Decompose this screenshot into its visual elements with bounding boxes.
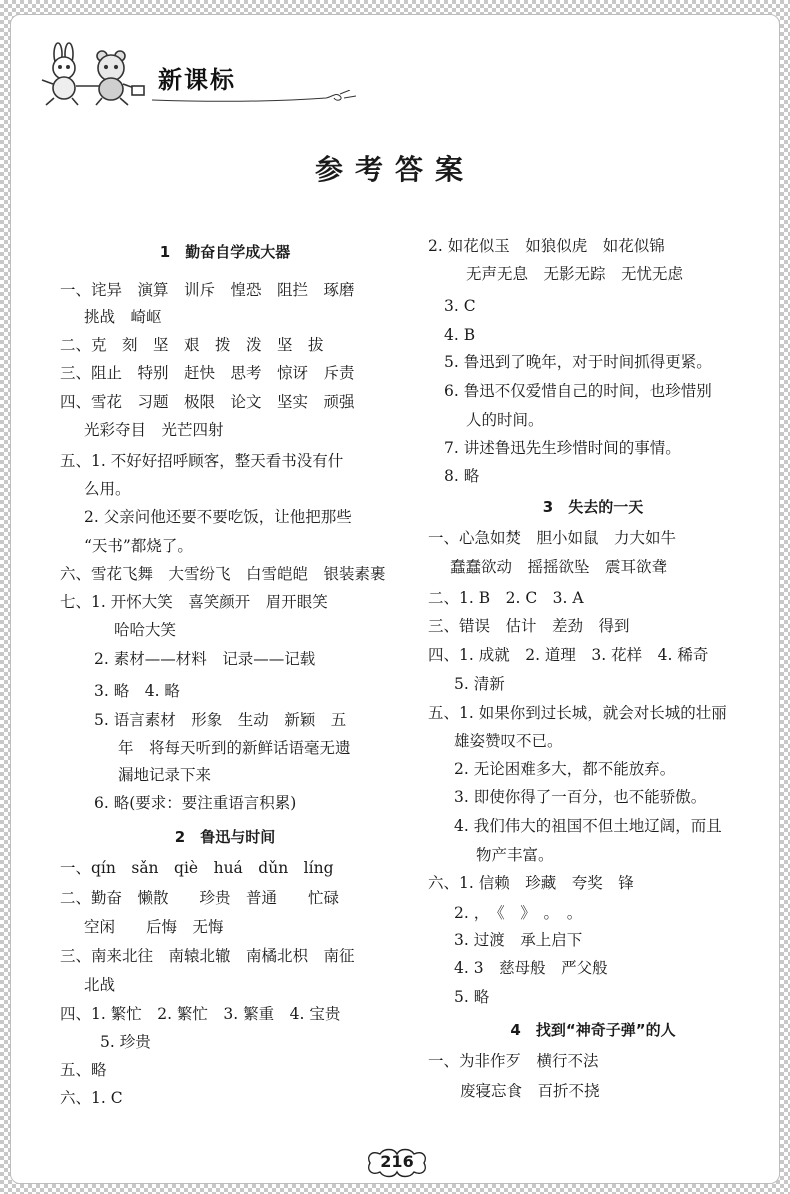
answer-line: 二、1. B 2. C 3. A [428,589,584,607]
answer-line: 3. 即使你得了一百分，也不能骄傲。 [454,788,707,806]
answer-line: 三、南来北往 南辕北辙 南橘北枳 南征 [60,947,355,965]
answer-line: 五、1. 不好好招呼顾客，整天看书没有什 [60,452,344,470]
swirl-decoration-icon [150,90,360,104]
answer-line: 3. 略 4. 略 [94,682,180,700]
page-title: 参考答案 [314,153,475,186]
answer-line: 5. 略 [454,988,490,1006]
answer-line: 年 将每天听到的新鲜话语毫无遗 [118,739,351,757]
answer-line: 4. B [444,326,476,344]
section-heading: 3 失去的一天 [542,498,644,516]
answer-line: 2. 无论困难多大，都不能放弃。 [454,760,676,778]
answer-line: 物产丰富。 [476,846,554,864]
answer-line: 三、错误 估计 差劲 得到 [428,617,630,635]
answer-line: 无声无息 无影无踪 无忧无虑 [466,265,684,283]
answer-line: 挑战 崎岖 [84,308,162,326]
answer-line: 六、雪花飞舞 大雪纷飞 白雪皑皑 银装素裹 [60,565,386,583]
answer-line: 空闲 后悔 无悔 [84,918,224,936]
answer-line: 蠢蠢欲动 摇摇欲坠 震耳欲聋 [450,558,668,576]
answer-line: 五、1. 如果你到过长城，就会对长城的壮丽 [428,704,727,722]
answer-line: 3. 过渡 承上启下 [454,931,583,949]
answer-line: 4. 3 慈母般 严父般 [454,959,608,977]
answer-line: 一、为非作歹 横行不法 [428,1052,599,1070]
answer-line: 6. 鲁迅不仅爱惜自己的时间，也珍惜别 [444,382,712,400]
answer-line: 一、心急如焚 胆小如鼠 力大如牛 [428,529,677,547]
answer-line: 四、1. 繁忙 2. 繁忙 3. 繁重 4. 宝贵 [60,1005,341,1023]
bunny-bear-mascot-icon [36,42,148,108]
answer-line: 5. 珍贵 [100,1033,151,1051]
answer-line: 2. ， 《 》 。 。 [454,904,583,922]
answer-line: 四、雪花 习题 极限 论文 坚实 顽强 [60,393,355,411]
answer-line: 8. 略 [444,467,480,485]
section-heading: 1 勤奋自学成大器 [159,243,291,261]
answer-line: 3. C [444,297,476,315]
answer-line: 五、略 [60,1061,107,1079]
answer-line: 一、qín sǎn qiè huá dǔn líng [60,859,334,877]
answer-line: 废寝忘食 百折不挠 [460,1082,600,1100]
answer-line: 三、阻止 特别 赶快 思考 惊讶 斥责 [60,364,355,382]
answer-line: 北战 [84,976,116,994]
section-heading: 4 找到“神奇子弹”的人 [510,1021,676,1039]
answer-line: 二、克 刻 坚 艰 拨 泼 坚 拔 [60,336,324,354]
answer-line: 2. 如花似玉 如狼似虎 如花似锦 [428,237,665,255]
answer-line: 4. 我们伟大的祖国不但土地辽阔，而且 [454,817,722,835]
answer-line: 5. 鲁迅到了晚年，对于时间抓得更紧。 [444,353,712,371]
answer-line: 6. 略(要求：要注重语言积累) [94,794,297,812]
answer-line: 一、诧异 演算 训斥 惶恐 阻拦 琢磨 [60,281,355,299]
answer-line: 雄姿赞叹不已。 [454,732,563,750]
answer-line: 七、1. 开怀大笑 喜笑颜开 眉开眼笑 [60,593,328,611]
answer-line: 二、勤奋 懒散 珍贵 普通 忙碌 [60,889,340,907]
answer-line: 人的时间。 [466,411,544,429]
answer-line: 哈哈大笑 [114,621,177,639]
answer-line: 5. 清新 [454,675,505,693]
page-number: 216 [380,1152,414,1171]
answer-line: 么用。 [84,480,131,498]
answer-line: 六、1. 信赖 珍藏 夸奖 锋 [428,874,634,892]
answer-line: 5. 语言素材 形象 生动 新颖 五 [94,711,347,729]
answer-line: 六、1. C [60,1089,123,1107]
answer-line: 光彩夺目 光芒四射 [84,421,224,439]
section-heading: 2 鲁迅与时间 [174,828,276,846]
answer-line: 四、1. 成就 2. 道理 3. 花样 4. 稀奇 [428,646,709,664]
answer-line: “天书”都烧了。 [84,537,193,555]
answer-line: 2. 父亲问他还要不要吃饭，让他把那些 [84,508,352,526]
answer-line: 漏地记录下来 [118,766,212,784]
brand-logo-text: 新课标 [158,66,236,94]
answer-line: 7. 讲述鲁迅先生珍惜时间的事情。 [444,439,681,457]
answer-line: 2. 素材——材料 记录——记载 [94,650,316,668]
